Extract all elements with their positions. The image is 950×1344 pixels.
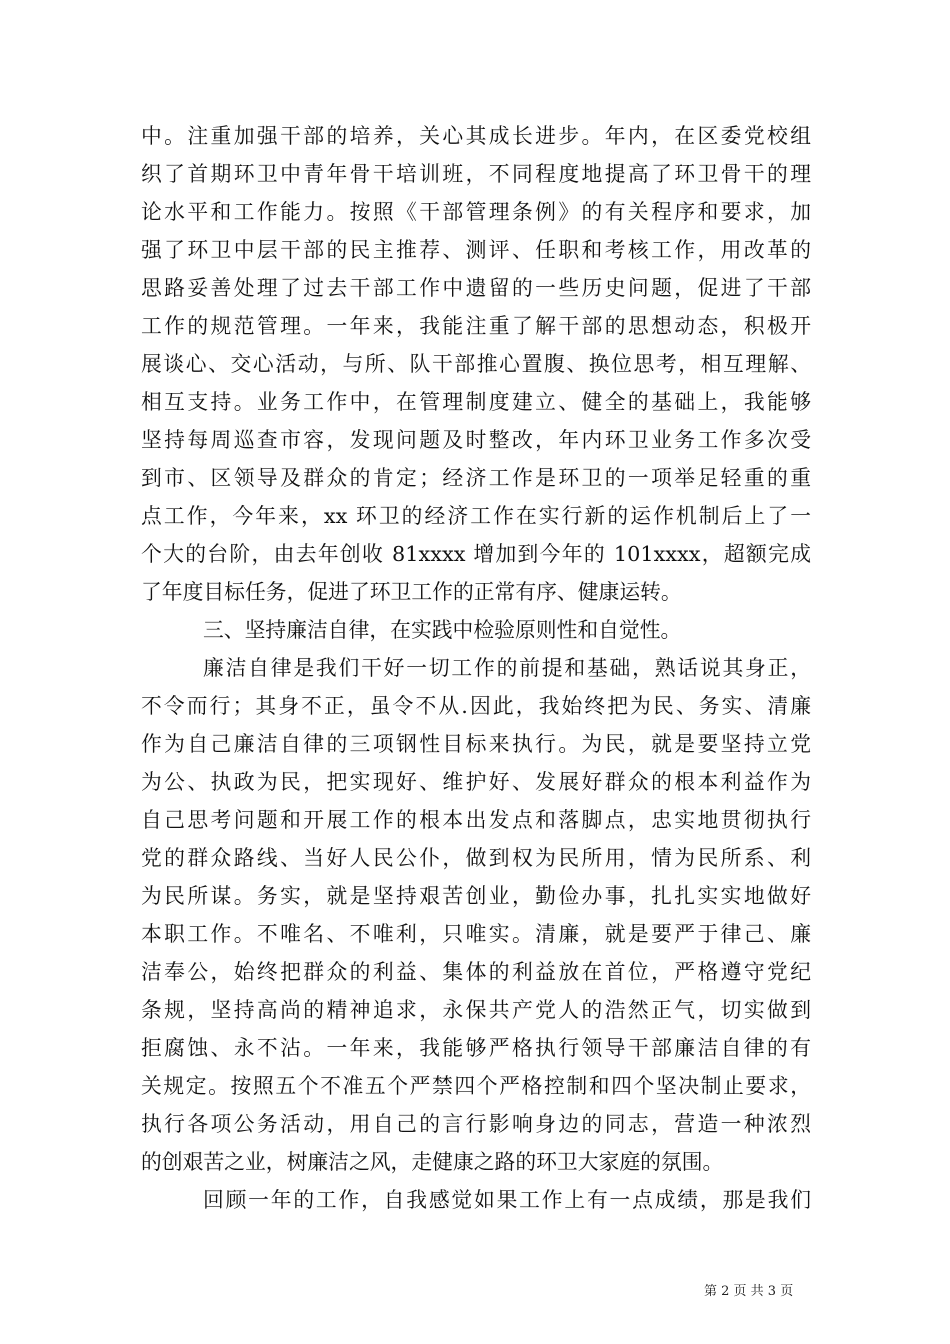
page-number-footer: 第 2 页 共 3 页	[704, 1284, 794, 1299]
body-line-5: 思路妥善处理了过去干部工作中遗留的一些历史问题，促进了干部	[141, 276, 811, 300]
body-line-18: 为公、执政为民，把实现好、维护好、发展好群众的根本利益作为	[141, 770, 811, 794]
body-line-6: 工作的规范管理。一年来，我能注重了解干部的思想动态，积极开	[141, 314, 811, 338]
body-line-19: 自己思考问题和开展工作的根本出发点和落脚点，忠实地贯彻执行	[141, 808, 811, 832]
body-line-13: 了年度目标任务，促进了环卫工作的正常有序、健康运转。	[141, 580, 682, 604]
body-line-4: 强了环卫中层干部的民主推荐、测评、任职和考核工作，用改革的	[141, 238, 811, 262]
body-line-26: 关规定。按照五个不准五个严禁四个严格控制和四个坚决制止要求，	[141, 1074, 811, 1098]
body-line-2: 织了首期环卫中青年骨干培训班，不同程度地提高了环卫骨干的理	[141, 162, 811, 186]
body-line-29: 回顾一年的工作，自我感觉如果工作上有一点成绩，那是我们	[203, 1188, 811, 1212]
body-line-22: 本职工作。不唯名、不唯利，只唯实。清廉，就是要严于律己、廉	[141, 922, 811, 946]
body-line-23: 洁奉公，始终把群众的利益、集体的利益放在首位，严格遵守党纪	[141, 960, 811, 984]
section-heading: 三、坚持廉洁自律，在实践中检验原则性和自觉性。	[203, 618, 682, 642]
body-line-3: 论水平和工作能力。按照《干部管理条例》的有关程序和要求，加	[141, 200, 811, 224]
body-line-9: 坚持每周巡查市容，发现问题及时整改，年内环卫业务工作多次受	[141, 428, 811, 452]
body-line-27: 执行各项公务活动，用自己的言行影响身边的同志，营造一种浓烈	[141, 1112, 811, 1136]
body-line-12: 个大的台阶，由去年创收 81xxxx 增加到今年的 101xxxx，超额完成	[141, 542, 811, 566]
body-line-10: 到市、区领导及群众的肯定；经济工作是环卫的一项举足轻重的重	[141, 466, 811, 490]
body-line-28: 的创艰苦之业，树廉洁之风，走健康之路的环卫大家庭的氛围。	[141, 1150, 724, 1174]
body-line-15: 廉洁自律是我们干好一切工作的前提和基础，熟话说其身正，	[203, 656, 811, 680]
body-line-1: 中。注重加强干部的培养，关心其成长进步。年内，在区委党校组	[141, 124, 811, 148]
body-line-8: 相互支持。业务工作中，在管理制度建立、健全的基础上，我能够	[141, 390, 811, 414]
body-line-24: 条规，坚持高尚的精神追求，永保共产党人的浩然正气，切实做到	[141, 998, 811, 1022]
body-line-7: 展谈心、交心活动，与所、队干部推心置腹、换位思考，相互理解、	[141, 352, 811, 376]
body-line-20: 党的群众路线、当好人民公仆，做到权为民所用，情为民所系、利	[141, 846, 811, 870]
body-line-21: 为民所谋。务实，就是坚持艰苦创业，勤俭办事，扎扎实实地做好	[141, 884, 811, 908]
body-line-11: 点工作，今年来，xx 环卫的经济工作在实行新的运作机制后上了一	[141, 504, 811, 528]
body-line-17: 作为自己廉洁自律的三项钢性目标来执行。为民，就是要坚持立党	[141, 732, 811, 756]
body-line-16: 不令而行；其身不正，虽令不从.因此，我始终把为民、务实、清廉	[141, 694, 811, 718]
body-line-25: 拒腐蚀、永不沾。一年来，我能够严格执行领导干部廉洁自律的有	[141, 1036, 811, 1060]
